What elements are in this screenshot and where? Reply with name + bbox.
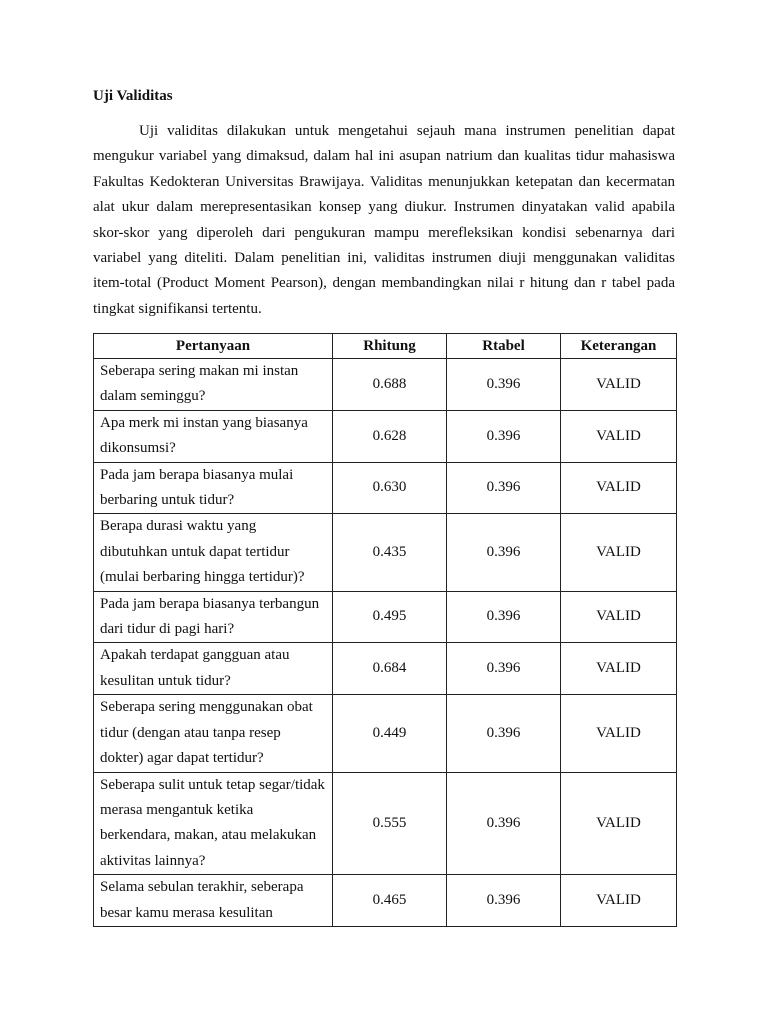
table-row [94, 772, 677, 875]
keterangan-cell: VALID [561, 410, 677, 462]
rhitung-cell: 0.688 [333, 359, 447, 411]
rtabel-cell: 0.396 [447, 695, 561, 772]
rtabel-cell: 0.396 [447, 359, 561, 411]
section-heading: Uji Validitas [93, 88, 173, 104]
rtabel-cell: 0.396 [447, 462, 561, 514]
question-cell: Apakah terdapat gangguan atau kesulitan untuk tidur? [94, 643, 333, 695]
table-row [94, 591, 677, 643]
table-row [94, 695, 677, 772]
keterangan-cell: VALID [561, 514, 677, 591]
validity-table [93, 333, 677, 927]
question-cell: Selama sebulan terakhir, seberapa besar kamu merasa kesulitan [94, 875, 333, 927]
header-rtabel: Rtabel [447, 334, 561, 359]
rtabel-cell: 0.396 [447, 514, 561, 591]
table-row [94, 875, 677, 927]
table-row [94, 643, 677, 695]
table-header-row [94, 334, 677, 359]
table-row [94, 514, 677, 591]
rhitung-cell: 0.628 [333, 410, 447, 462]
body-paragraph: Uji validitas dilakukan untuk mengetahui sejauh mana instrumen penelitian dapat mengukur variabel yang dimaksud, dalam hal ini asupan natrium dan kualitas tidur mahasiswa Fakultas Kedokteran Universitas Brawijaya. Validitas menunjukkan ketepatan dan kecermatan alat ukur dalam merepresentasikan konsep yang diukur. Instrumen dinyatakan valid apabila skor-skor yang diperoleh dari pengukuran mampu merefleksikan kondisi sebenarnya dari variabel yang diteliti. Dalam penelitian ini, validitas instrumen diuji menggunakan validitas item-total (Product Moment Pearson), dengan membandingkan nilai r hitung dan r tabel pada tingkat signifikansi tertentu. [93, 123, 675, 317]
rhitung-cell: 0.630 [333, 462, 447, 514]
table-row [94, 359, 677, 411]
keterangan-cell: VALID [561, 643, 677, 695]
rtabel-cell: 0.396 [447, 875, 561, 927]
question-cell: Seberapa sering makan mi instan dalam seminggu? [94, 359, 333, 411]
question-cell: Berapa durasi waktu yang dibutuhkan untuk dapat tertidur (mulai berbaring hingga tertidur)? [94, 514, 333, 591]
question-cell: Pada jam berapa biasanya terbangun dari tidur di pagi hari? [94, 591, 333, 643]
keterangan-cell: VALID [561, 591, 677, 643]
question-cell: Seberapa sering menggunakan obat tidur (dengan atau tanpa resep dokter) agar dapat tertidur? [94, 695, 333, 772]
table-row [94, 462, 677, 514]
keterangan-cell: VALID [561, 359, 677, 411]
keterangan-cell: VALID [561, 695, 677, 772]
keterangan-cell: VALID [561, 462, 677, 514]
rhitung-cell: 0.555 [333, 772, 447, 875]
question-cell: Seberapa sulit untuk tetap segar/tidak merasa mengantuk ketika berkendara, makan, atau melakukan aktivitas lainnya? [94, 772, 333, 875]
header-keterangan: Keterangan [561, 334, 677, 359]
keterangan-cell: VALID [561, 875, 677, 927]
rhitung-cell: 0.449 [333, 695, 447, 772]
header-rhitung: Rhitung [333, 334, 447, 359]
question-cell: Apa merk mi instan yang biasanya dikonsumsi? [94, 410, 333, 462]
rtabel-cell: 0.396 [447, 591, 561, 643]
keterangan-cell: VALID [561, 772, 677, 875]
rhitung-cell: 0.435 [333, 514, 447, 591]
rtabel-cell: 0.396 [447, 772, 561, 875]
rtabel-cell: 0.396 [447, 410, 561, 462]
header-pertanyaan: Pertanyaan [94, 334, 333, 359]
question-cell: Pada jam berapa biasanya mulai berbaring untuk tidur? [94, 462, 333, 514]
rtabel-cell: 0.396 [447, 643, 561, 695]
rhitung-cell: 0.465 [333, 875, 447, 927]
rhitung-cell: 0.684 [333, 643, 447, 695]
rhitung-cell: 0.495 [333, 591, 447, 643]
table-row [94, 410, 677, 462]
